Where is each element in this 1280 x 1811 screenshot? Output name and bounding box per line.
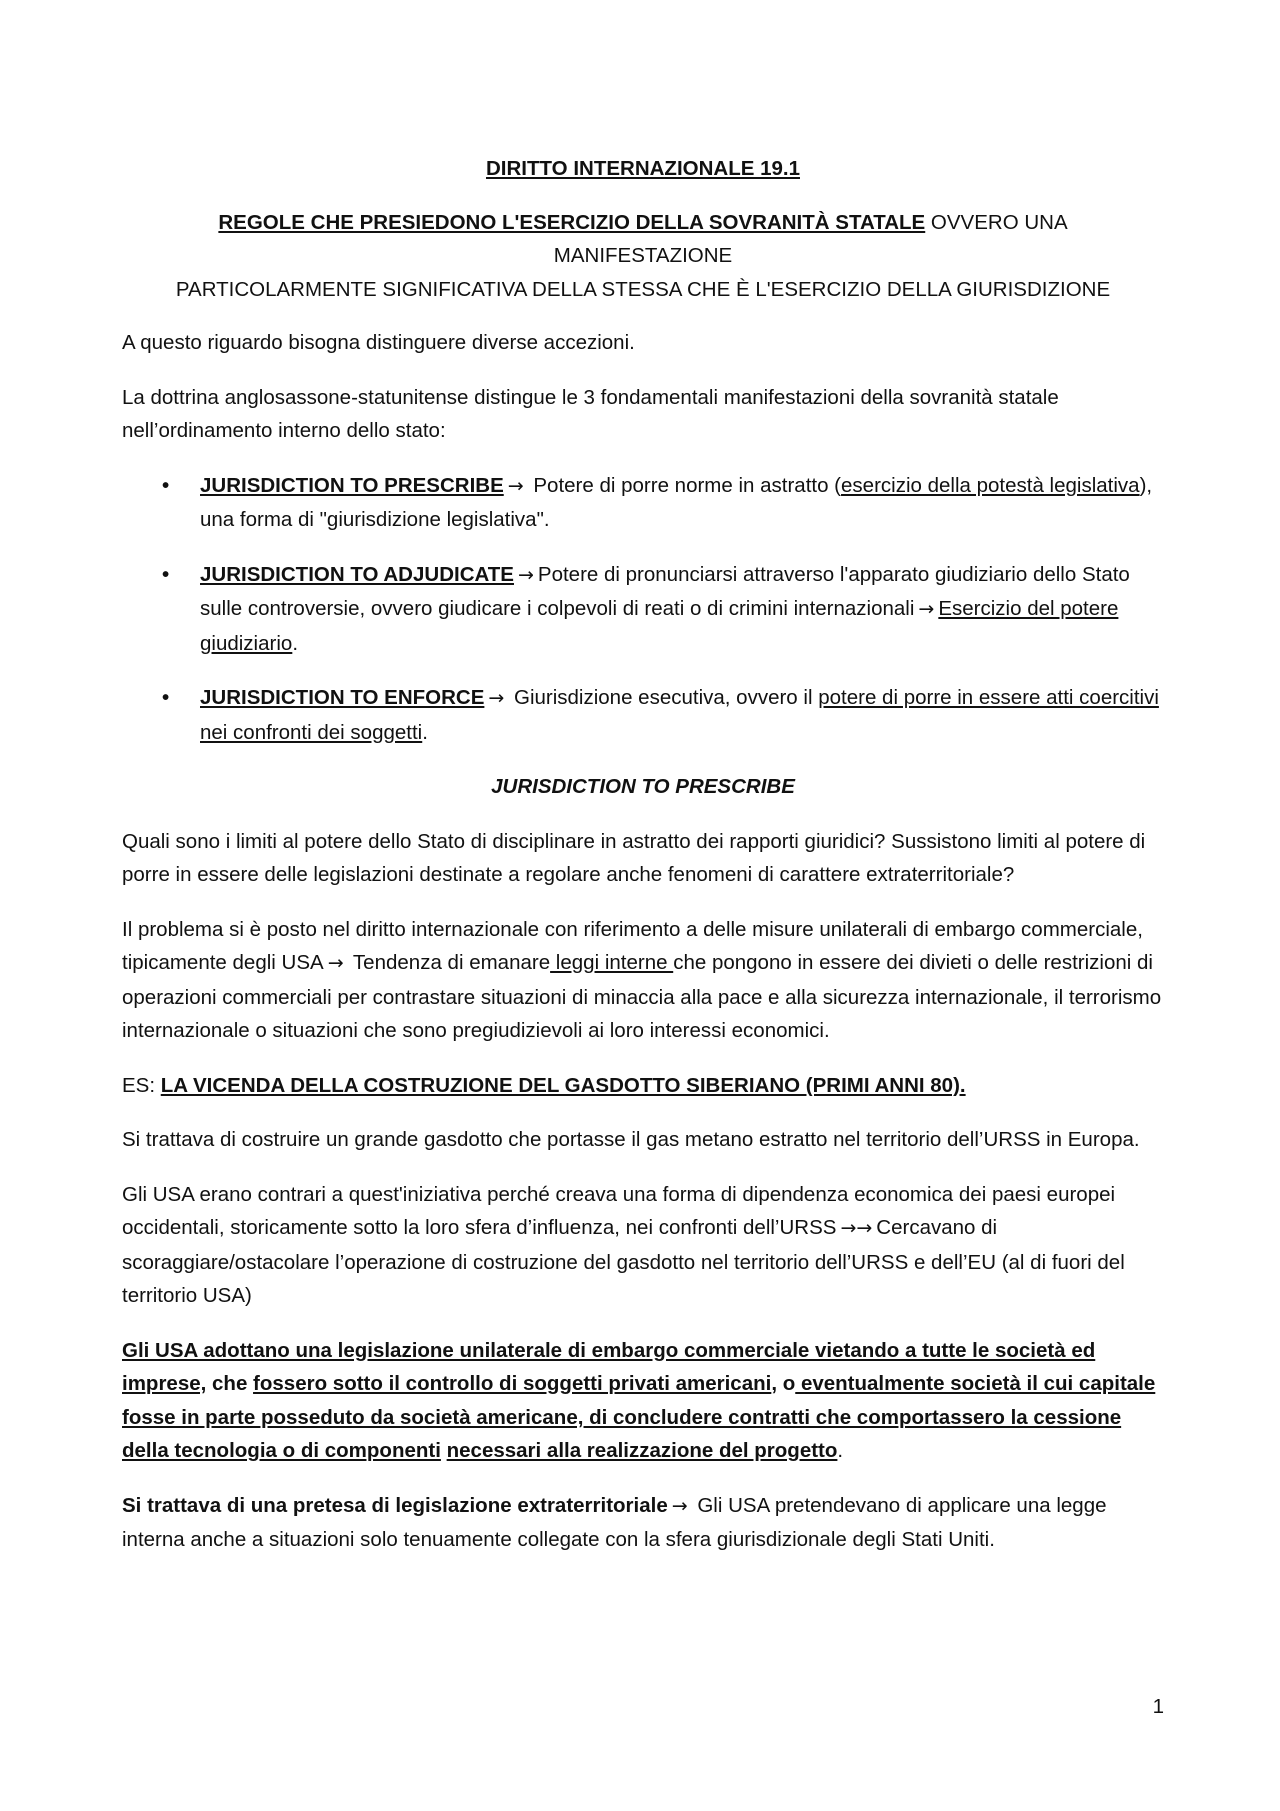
bullet-term: JURISDICTION TO PRESCRIBE: [200, 473, 504, 497]
section-heading: [122, 206, 1164, 307]
paragraph-embargo: [122, 1334, 1164, 1468]
bullet-text: Potere di porre norme in astratto (: [527, 473, 842, 497]
arrow-right-icon: →: [488, 687, 505, 709]
bullet-underlined: potere di porre in essere atti coercitivi nei confronti dei soggetti: [200, 686, 1159, 744]
list-item: [122, 469, 1164, 537]
underlined-text: Gli USA adottano una legislazione unilaterale di embargo commerciale vietando a tutte le società ed imprese,: [122, 1338, 1096, 1395]
underlined-text: fossero sotto il controllo di soggetti privati americani: [253, 1372, 772, 1395]
paragraph-text: che: [206, 1372, 254, 1395]
list-item: [122, 681, 1164, 749]
document-title: DIRITTO INTERNAZIONALE 19.1: [486, 157, 800, 180]
paragraph-text: che pongono in essere dei divieti o delle restrizioni di operazioni commerciali per contrastare situazioni di minaccia alla pace e alla sicurezza internazionale, il terrorismo internazionale o situazioni che sono pregiudizievoli ai loro interessi economici.: [122, 951, 1162, 1042]
paragraph-problema: [122, 913, 1164, 1048]
underlined-text: leggi interne: [550, 951, 674, 974]
arrow-right-icon: →: [840, 1217, 857, 1239]
bullet-underlined: esercizio della potestà legislativa: [841, 473, 1140, 497]
arrow-right-icon: →: [507, 474, 524, 497]
example-prefix: ES:: [122, 1073, 161, 1097]
arrow-right-icon: →: [856, 1217, 873, 1239]
paragraph-text: Il problema si è posto nel diritto internazionale con riferimento a delle misure unilaterali di embargo commerciale, tipicamente degli USA: [122, 917, 1143, 974]
list-item: [122, 558, 1164, 661]
arrow-right-icon: →: [517, 563, 534, 586]
paragraph-accezioni: A questo riguardo bisogna distinguere diverse accezioni.: [122, 331, 635, 354]
underlined-text: necessari alla realizzazione del progetto: [446, 1439, 838, 1462]
paragraph-text: Cercavano di scoraggiare/ostacolare l’operazione di costruzione del gasdotto nel territorio dell’URSS e dell’EU (al di fuori del territorio USA): [122, 1216, 1125, 1307]
arrow-right-icon: →: [918, 598, 935, 620]
paragraph-dottrina: La dottrina anglosassone-statunitense distingue le 3 fondamentali manifestazioni della sovranità statale nell’ordinamento interno dello stato:: [122, 385, 1059, 442]
paragraph-text: .: [837, 1439, 844, 1462]
heading-rest-line1: OVVERO UNA MANIFESTAZIONE: [553, 210, 1068, 267]
bullet-term: JURISDICTION TO ADJUDICATE: [200, 562, 514, 586]
paragraph-gasdotto: Si trattava di costruire un grande gasdotto che portasse il gas metano estratto nel territorio dell’URSS in Europa.: [122, 1128, 1140, 1151]
paragraph-usa-contrari: [122, 1178, 1164, 1313]
bullet-term: JURISDICTION TO ENFORCE: [200, 686, 485, 709]
paragraph-text: Tendenza di emanare: [347, 951, 551, 974]
heading-bold-part: REGOLE CHE PRESIEDONO L'ESERCIZIO DELLA SOVRANITÀ STATALE: [218, 210, 926, 234]
example-title: LA VICENDA DELLA COSTRUZIONE DEL GASDOTTO SIBERIANO (PRIMI ANNI 80).: [160, 1073, 966, 1097]
paragraph-extraterritoriale: [122, 1489, 1164, 1557]
jurisdiction-list: [122, 469, 1164, 750]
page-number: 1: [1152, 1695, 1164, 1718]
bullet-underlined: Esercizio del potere giudiziario: [200, 597, 1119, 655]
bullet-text: Potere di pronunciarsi attraverso l'apparato giudiziario dello Stato sulle controversie, ovvero giudicare i colpevoli di reati o di crimini internazionali: [200, 562, 1130, 620]
arrow-right-icon: →: [671, 1494, 688, 1517]
paragraph-limiti: Quali sono i limiti al potere dello Stato di disciplinare in astratto dei rapporti giuridici? Sussistono limiti al potere di porre in essere delle legislazioni destinate a regolare anche fenomeni di carattere extraterritoriale?: [122, 829, 1146, 886]
bullet-dot: •: [162, 473, 170, 497]
heading-rest-line2: PARTICOLARMENTE SIGNIFICATIVA DELLA STESSA CHE È L'ESERCIZIO DELLA GIURISDIZIONE: [175, 277, 1111, 301]
bullet-dot: •: [162, 686, 170, 709]
paragraph-text: , o: [771, 1372, 796, 1395]
bullet-dot: •: [162, 562, 170, 586]
subsection-heading: JURISDICTION TO PRESCRIBE: [491, 775, 795, 798]
arrow-right-icon: →: [327, 952, 344, 974]
paragraph-text: Gli USA pretendevano di applicare una legge interna anche a situazioni solo tenuamente collegate con la sfera giurisdizionale degli Stati Uniti.: [122, 1493, 1107, 1551]
underlined-text: eventualmente società il cui capitale fosse in parte posseduto da società americane, di concludere contratti che comportassero la cessione della tecnologia o di componenti: [122, 1372, 1156, 1462]
bullet-text-end: .: [422, 720, 428, 744]
bold-text: Si trattava di una pretesa di legislazione extraterritoriale: [122, 1493, 668, 1517]
bullet-text-end: .: [292, 631, 299, 655]
bullet-text: Giurisdizione esecutiva, ovvero il: [508, 686, 819, 709]
paragraph-text: Gli USA erano contrari a quest'iniziativa perché creava una forma di dipendenza economica dei paesi europei occidentali, storicamente sotto la loro sfera d’influenza, nei confronti dell’URSS: [122, 1182, 1116, 1239]
paragraph-esempio: [122, 1069, 1164, 1103]
bullet-text-end: ), una forma di "giurisdizione legislativa".: [200, 473, 1153, 531]
